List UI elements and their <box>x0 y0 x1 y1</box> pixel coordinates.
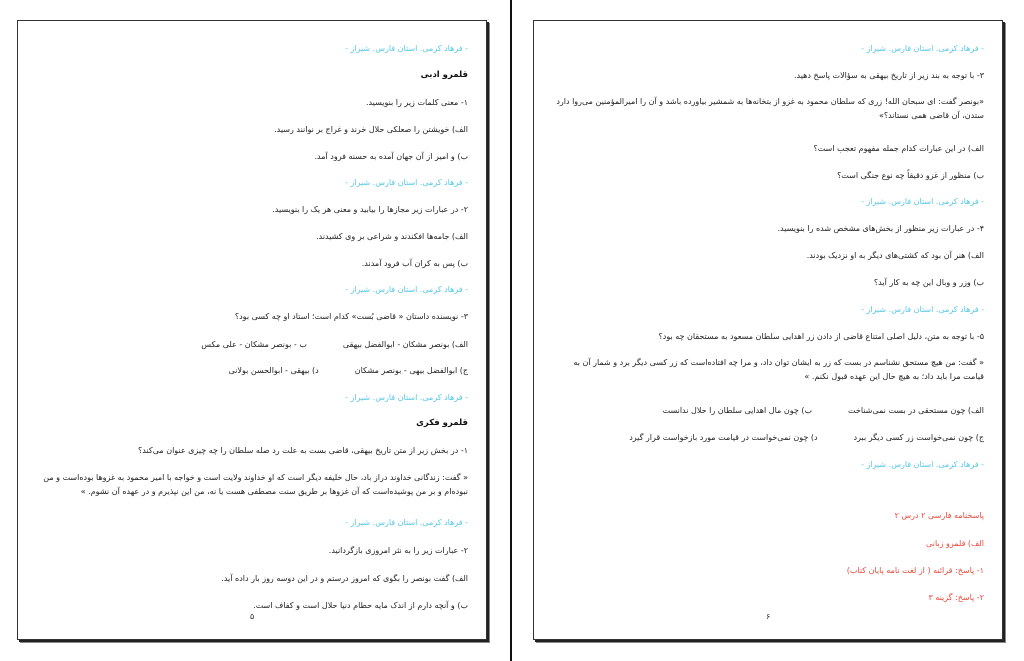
document-page-6 <box>533 20 1003 640</box>
option-a: الف) بونصر مشکان - ابوالفضل بیهقی <box>342 340 468 349</box>
page-header: - فرهاد کرمی. استان فارس. شیراز - <box>861 44 984 53</box>
question-4-part-a: الف) هنر آن بود که کشتی‌های دیگر به او نزدیک بودند. <box>806 251 984 260</box>
option-c: ج) چون نمی‌خواست زر کسی دیگر ببرد <box>853 433 984 442</box>
question-3-part-b: ب) منظور از غزو دقیقاً چه نوع جنگی است؟ <box>837 171 984 180</box>
question-3-options-row-2 <box>229 365 469 376</box>
question-2-part-a: الف) جامه‌ها افکندند و شراعی بر وی کشیدند. <box>316 232 468 241</box>
question-3: ۳- نویسنده داستان « قاضی بُست» کدام است؛ استاد او چه کسی بود؟ <box>234 312 468 321</box>
question-1: ۱- معنی کلمات زیر را بنویسید. <box>365 98 468 107</box>
option-c: ج) ابوالفضل بیهی - بونصر مشکان <box>354 366 468 375</box>
page-header: - فرهاد کرمی. استان فارس. شیراز - <box>345 518 468 527</box>
option-b: ب - بونصر مشکان - علی مکس <box>201 340 307 349</box>
page-header: - فرهاد کرمی. استان فارس. شیراز - <box>861 197 984 206</box>
pages-divider <box>510 0 512 661</box>
page-header: - فرهاد کرمی. استان فارس. شیراز - <box>861 305 984 314</box>
answer-2: ۲- پاسخ: گزینه ۳ <box>928 593 984 602</box>
option-b: ب) چون مال اهدایی سلطان را حلال ندانست <box>662 406 813 415</box>
question-2-part-b: ب) پس به کران آب فرود آمدند. <box>361 259 468 268</box>
answer-1: ۱- پاسخ: قرائنه ( از لغت نامه پایان کتاب) <box>846 566 984 575</box>
option-d: د) بیهقی - ابوالحسن بولانی <box>228 366 319 375</box>
question-5-part-b: ب) و آنچه دارم از اندک مایه حطام دنیا حلال است و کفاف است. <box>253 601 468 610</box>
question-5-options-row-1 <box>663 405 984 416</box>
page-header: - فرهاد کرمی. استان فارس. شیراز - <box>345 285 468 294</box>
question-4-part-b: ب) وزر و وبال این چه به کار آید؟ <box>873 278 984 287</box>
option-d: د) چون نمی‌خواست در قیامت مورد بازخواست قرار گیرد <box>629 433 818 442</box>
question-1-part-b: ب) و امیر از آن جهان آمده به حسنه فرود آمد. <box>314 152 468 161</box>
section-title: قلمرو ادبی <box>420 70 468 80</box>
page-header: - فرهاد کرمی. استان فارس. شیراز - <box>345 393 468 402</box>
page-number: ۶ <box>766 612 771 621</box>
question-5-options-row-2 <box>629 432 984 443</box>
question-5-part-a: الف) گفت بونصر را بگوی که امروز درستم و در این دوسه روز بار داده آید. <box>221 574 468 583</box>
page-content <box>552 43 984 629</box>
question-3-quote: «بونصر گفت: ای سبحان الله! زری که سلطان محمود به غزو از بتخانه‌ها به شمشیر بیاورده باشد و آن را امیرالمؤمنین می‌روا دارد ستدن، آن قاضی همی نستاند؟» <box>556 97 984 120</box>
option-a: الف) چون مستحقی در بست نمی‌شناخت <box>848 406 984 415</box>
answer-key-section: الف) قلمرو زبانی <box>926 539 984 548</box>
question-5: ۲- عبارات زیر را به نثر امروزی بازگردانید. <box>328 546 468 555</box>
section-title: قلمرو فکری <box>416 418 468 428</box>
question-2: ۲- در عبارات زیر مجازها را بیابید و معنی هر یک را بنویسید. <box>272 205 468 214</box>
page-content <box>36 43 468 629</box>
question-5: ۵- با توجه به متن، دلیل اصلی امتناع قاضی از دادن زر اهدایی سلطان مسعود به مستحقان چه بود؟ <box>658 332 984 341</box>
question-4-quote: « گفت: زندگانی خداوند دراز باد، حال خلیفه دیگر است که او خداوند ولایت است و خواجه با امیر محمود به غزوها بوده‌است و من نبوده‌ام و بر من پوشیده‌است که آن غزوها بر طریق سنت مصطفی هست یا نه، من این نپذیرم و در عهده آن نشوم. » <box>43 473 468 496</box>
page-number: ۵ <box>250 612 255 621</box>
question-1-part-a: الف) خویشتن را صعلکی حلال خرند و غراج بر نوانند رسید. <box>274 125 468 134</box>
page-header: - فرهاد کرمی. استان فارس. شیراز - <box>345 178 468 187</box>
page-header: - فرهاد کرمی. استان فارس. شیراز - <box>861 460 984 469</box>
question-3-options-row-1 <box>201 339 468 350</box>
question-4: ۱- در بخش زیر از متن تاریخ بیهقی، قاضی بست به علت رد صله سلطان را چه چیزی عنوان می‌کند؟ <box>138 446 468 455</box>
answer-key-title: پاسخنامه فارسی ۲ درس ۲ <box>894 511 984 520</box>
document-page-5 <box>17 20 487 640</box>
question-4: ۴- در عبارات زیر منظور از بخش‌های مشخص شده را بنویسید. <box>777 224 984 233</box>
question-3-part-a: الف) در این عبارات کدام جمله مفهوم تعجب است؟ <box>813 144 984 153</box>
question-5-quote: « گفت: من هیچ مستحق نشناسم در بست که زر به ایشان توان داد، و مرا چه افتاده‌است که زر کسی دیگر برد و شمار آن به قیامت مرا باید داد؛ به هیچ حال این عهده قبول نکنم. » <box>573 358 984 381</box>
page-header: - فرهاد کرمی. استان فارس. شیراز - <box>345 44 468 53</box>
question-3: ۳- با توجه به بند زیر از تاریخ بیهقی به سؤالات پاسخ دهید. <box>794 71 984 80</box>
